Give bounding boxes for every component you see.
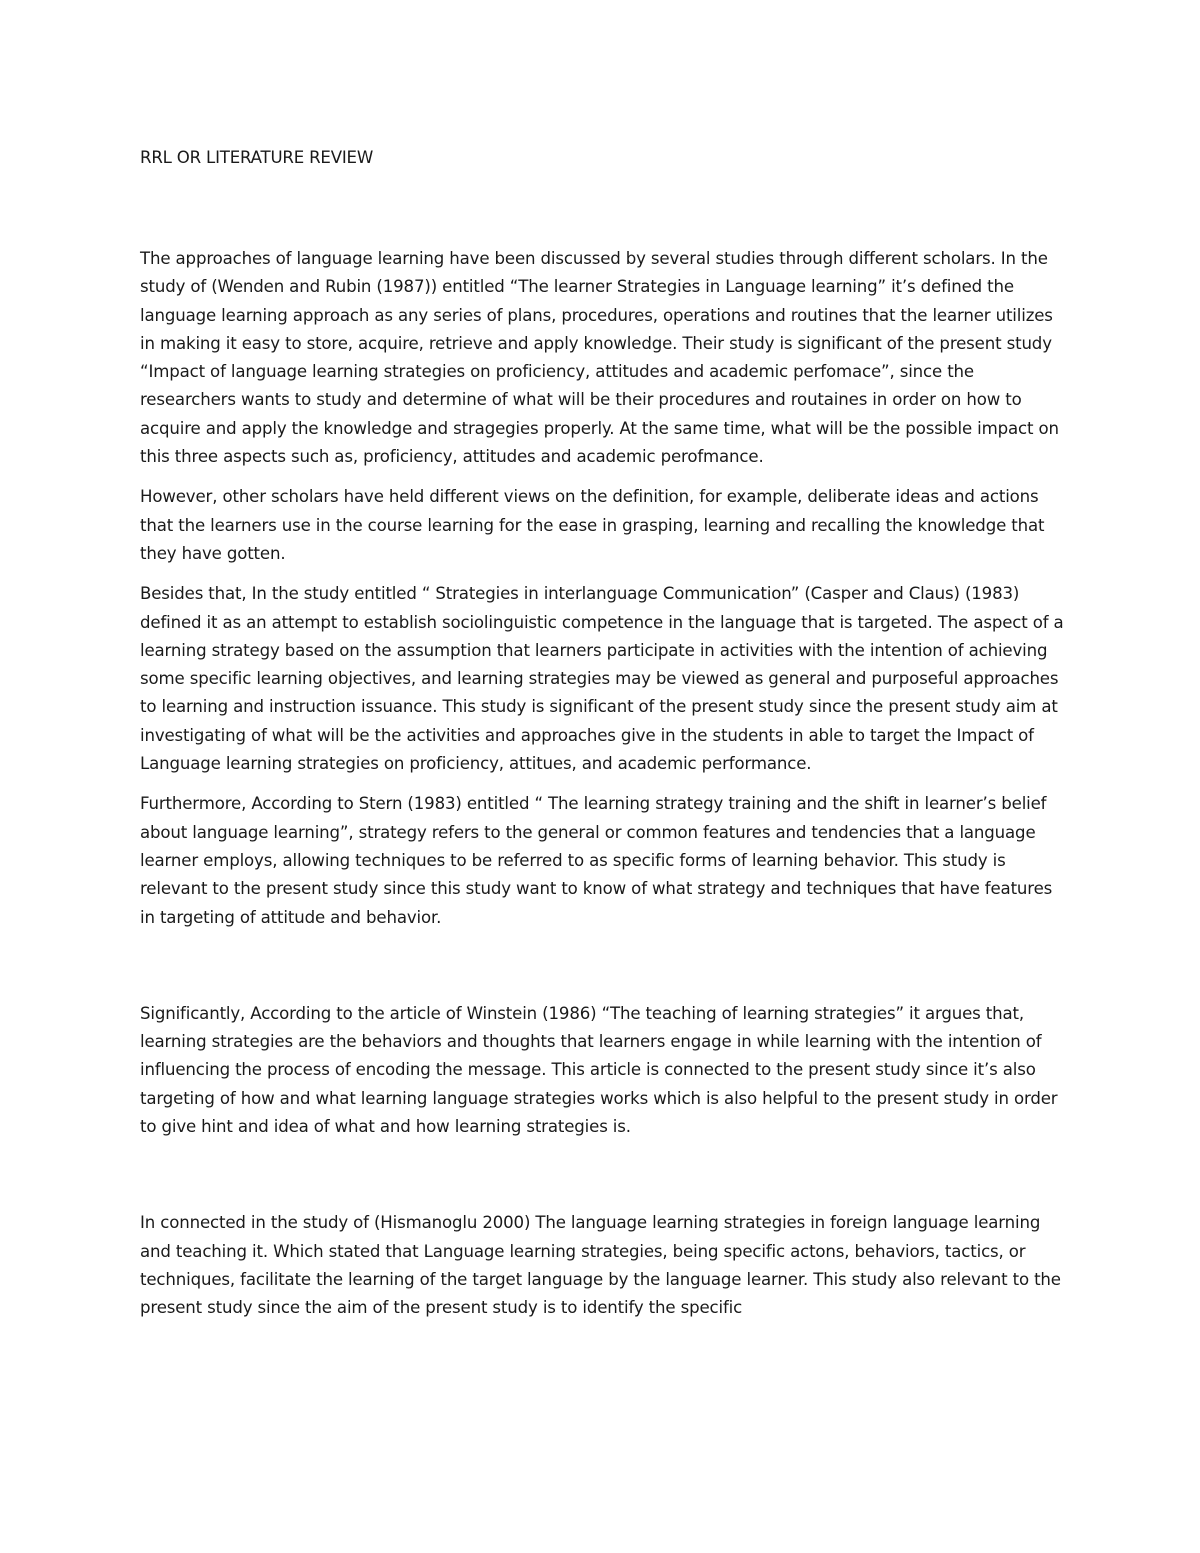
paragraph-approaches: The approaches of language learning have been discussed by several studies through different scholars. In the study of (Wenden and Rubin (1987)) entitled “The learner Strategies in Language learning” it’s defined the language learning approach as any series of plans, procedures, operations and routines that the learner utilizes in making it easy to store, acquire, retrieve and apply knowledge. Their study is significant of the present study “Impact of language learning strategies on proficiency, attitudes and academic perfomace”, since the researchers wants to study and determine of what will be their procedures and routaines in order on how to acquire and apply the knowledge and stragegies properly. At the same time, what will be the possible impact on this three aspects such as, proficiency, attitudes and academic perofmance. [140,249,1059,467]
paragraph-spacer [140,568,1065,580]
paragraph-significantly: Significantly, According to the article of Winstein (1986) “The teaching of learning strategies” it argues that, learning strategies are the behaviors and thoughts that learners engage in while learning with the intention of influencing the process of encoding the message. This article is connected to the present study since it’s also targeting of how and what learning language strategies works which is also helpful to the present study in order to give hint and idea of what and how learning strategies is. [140,1003,1058,1137]
paragraph-hismanoglu: In connected in the study of (Hismanoglu 2000) The language learning strategies in foreign language learning and teaching it. Which stated that Language learning strategies, being specific actons, behaviors, tactics, or techniques, facilitate the learning of the target language by the language learner. This study also relevant to the present study since the aim of the present study is to identify the specific [140,1213,1061,1318]
paragraph-spacer [140,1141,1065,1209]
paragraph-furthermore: Furthermore, According to Stern (1983) entitled “ The learning strategy training and the shift in learner’s belief about language learning”, strategy refers to the general or common features and tendencies that a language learner employs, allowing techniques to be referred to as specific forms of learning behavior. This study is relevant to the present study since this study want to know of what strategy and techniques that have features in targeting of attitude and behavior. [140,794,1053,927]
document-title: RRL OR LITERATURE REVIEW [140,148,374,167]
document-body [140,146,1065,1323]
paragraph-spacer [140,778,1065,790]
paragraph-spacer [140,471,1065,483]
paragraph-however: However, other scholars have held different views on the definition, for example, deliberate ideas and actions that the learners use in the course learning for the ease in grasping, learning and recalling the knowledge that they have gotten. [140,487,1045,563]
paragraph-spacer [140,932,1065,1000]
paragraph-besides: Besides that, In the study entitled “ Strategies in interlanguage Communication” (Casper and Claus) (1983) defined it as an attempt to establish sociolinguistic competence in the language that is targeted. The aspect of a learning strategy based on the assumption that learners participate in activities with the intention of achieving some specific learning objectives, and learning strategies may be viewed as general and purposeful approaches to learning and instruction issuance. This study is significant of the present study since the present study aim at investigating of what will be the activities and approaches give in the students in able to target the Impact of Language learning strategies on proficiency, attitues, and academic performance. [140,584,1064,774]
